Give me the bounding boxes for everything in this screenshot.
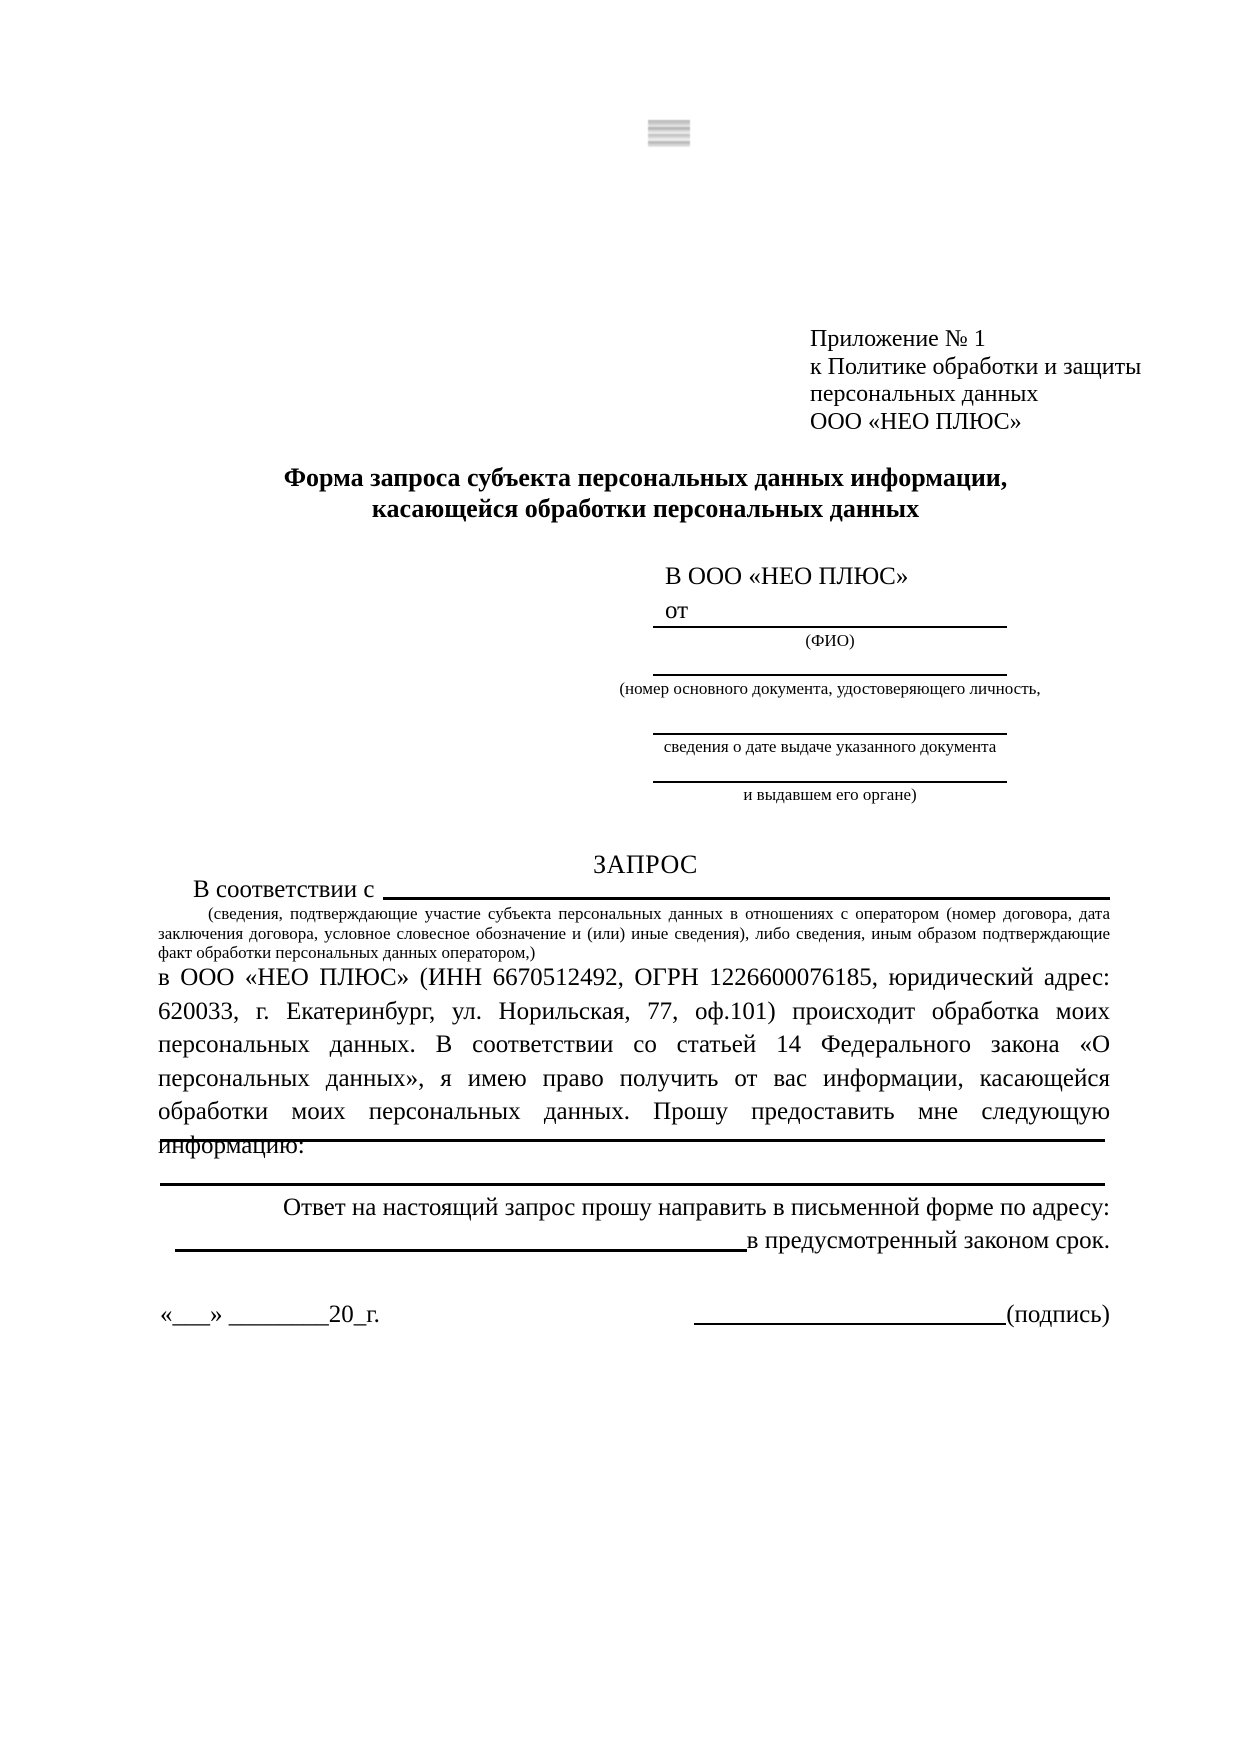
issuing-authority-caption: и выдавшем его органе)	[743, 785, 917, 804]
appendix-line-2: к Политике обработки и защиты	[810, 353, 1142, 380]
information-fill-line-2	[160, 1183, 1105, 1186]
address-fill-line	[175, 1249, 747, 1252]
date-signature-row	[160, 1300, 1110, 1330]
address-fill-row	[158, 1226, 1110, 1256]
signature-block	[694, 1300, 1110, 1330]
answer-tail-text: в предусмотренный законом срок.	[746, 1227, 1110, 1254]
fio-caption: (ФИО)	[805, 631, 855, 650]
request-heading: ЗАПРОС	[593, 850, 698, 879]
addressee-from-label: от	[665, 597, 689, 624]
fio-fill-line	[653, 626, 1007, 628]
appendix-line-4: ООО «НЕО ПЛЮС»	[810, 408, 1022, 435]
appendix-block	[810, 326, 1141, 436]
issue-date-fill-line	[653, 733, 1007, 735]
document-number-caption: (номер основного документа, удостоверяющего личность,	[619, 679, 1041, 698]
accordance-label: В соответствии с	[193, 876, 375, 903]
addressee-to: В ООО «НЕО ПЛЮС»	[665, 563, 909, 590]
document-title-line-1: Форма запроса субъекта персональных данных информации,	[283, 463, 1008, 492]
date-fill-text: «___» ________20_г.	[160, 1301, 380, 1328]
issuing-authority-fill-line	[653, 781, 1007, 783]
signature-fill-line	[694, 1323, 1006, 1325]
accordance-row	[158, 876, 1110, 904]
accordance-fill-line	[383, 897, 1110, 900]
appendix-line-1: Приложение № 1	[810, 326, 986, 352]
answer-delivery-line: Ответ на настоящий запрос прошу направить в письменной форме по адресу:	[283, 1194, 1110, 1221]
document-title	[158, 462, 1133, 524]
signature-caption: (подпись)	[1006, 1301, 1110, 1328]
embedded-logo-image	[648, 120, 690, 147]
addressee-block	[665, 560, 908, 628]
appendix-line-3: персональных данных	[810, 381, 1039, 407]
fine-print-note: (сведения, подтверждающие участие субъекта персональных данных в отношениях с оператором (номер договора, дата заключения договора, условное словесное обозначение и (или) иные сведения), либо сведения, иным образом подтверждающие факт обработки персональных данных оператором,)	[158, 904, 1110, 962]
document-number-fill-line	[653, 674, 1007, 676]
body-paragraph: в ООО «НЕО ПЛЮС» (ИНН 6670512492, ОГРН 1226600076185, юридический адрес: 620033, г. Екатеринбург, ул. Норильская, 77, оф.101) происходит обработка моих персональных данных. В соответствии со статьей 14 Федерального закона «О персональных данных», я имею право получить от вас информации, касающейся обработки моих персональных данных. Прошу предоставить мне следующую информацию:	[158, 964, 1110, 1159]
document-title-line-2: касающейся обработки персональных данных	[371, 494, 920, 523]
issue-date-caption: сведения о дате выдаче указанного документа	[663, 737, 997, 756]
information-fill-line-1	[160, 1139, 1105, 1142]
